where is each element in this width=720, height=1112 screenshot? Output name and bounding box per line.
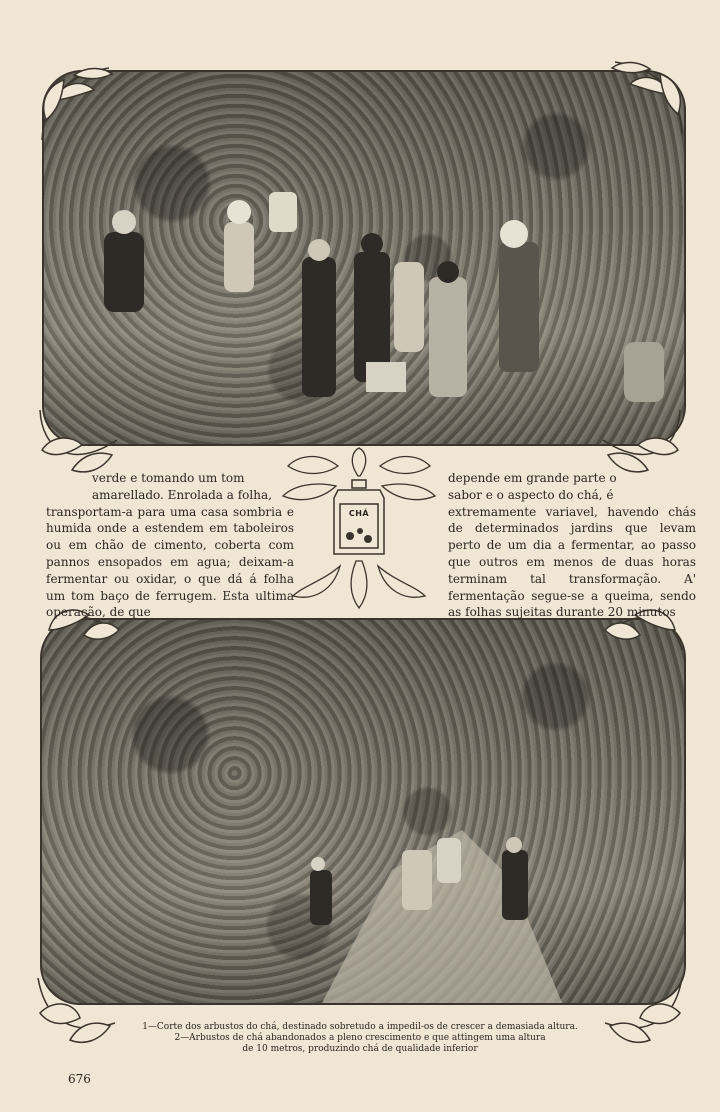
text-column-left [46,470,294,621]
text-column-right [448,470,696,621]
leaf-ornament-icon [600,968,690,1058]
photo-tea-pruning [42,70,686,446]
tea-leaves-icon [278,446,440,612]
forest-path [42,620,684,1003]
text-line: sabor e o aspecto do chá, é [448,487,614,502]
tin-label: CHÁ [348,509,370,518]
tea-tin-ornament [278,446,440,612]
caption-line: 2—Arbustos de chá abandonados a pleno crescimento e que attingem uma altura [174,1033,546,1043]
caption-line: de 10 metros, produzindo chá de qualidade inferior [242,1044,478,1054]
text-line: depende em grande parte o [448,471,617,485]
photo-captions [120,1022,600,1055]
text-paragraph: extremamente variavel, havendo chás de determinados jardins que levam perto de um dia a fermentar, ao passo que outros em menos de duas horas terminam tal transformação. A' fermentação segue-se a queima, sendo as folhas sujeitas durante 20 minutos [448,504,696,620]
text-line: verde e tomando um tom [92,471,245,485]
leaf-ornament-icon [34,60,124,150]
photo-tea-forest [40,618,686,1005]
text-line: amarellado. Enrolada a folha, [92,487,272,502]
workers-silhouettes [44,72,684,444]
text-paragraph: transportam-a para uma casa sombria e humida onde a estendem em taboleiros ou em chão de cimento, coberta com pannos ensopados em agua; deixam-a fermentar ou oxidar, o que dá á folha um tom baço de ferrugem. Esta ultima operação, de que [46,504,294,620]
leaf-ornament-icon [30,968,120,1058]
leaf-ornament-icon [600,54,690,144]
page-number: 676 [68,1072,91,1086]
caption-line: 1—Corte dos arbustos do chá, destinado sobretudo a impedil-os de crescer a demasiada altura. [142,1022,578,1032]
